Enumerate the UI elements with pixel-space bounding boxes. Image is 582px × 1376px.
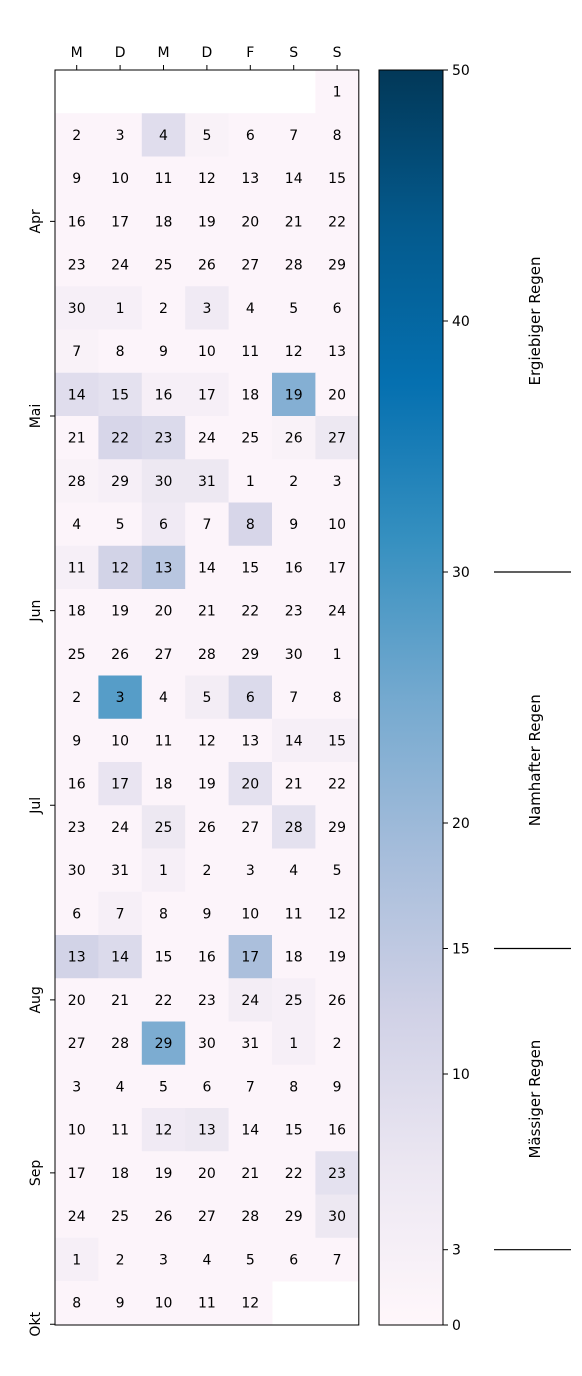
day-label: 16 [154,387,173,404]
day-label: 24 [328,603,347,620]
day-label: 17 [67,1165,86,1182]
day-label: 22 [328,214,347,231]
day-label: 29 [111,473,130,490]
day-label: 18 [154,214,173,231]
day-label: 17 [328,560,347,577]
day-label: 27 [241,819,260,836]
day-label: 26 [197,819,216,836]
day-label: 1 [72,1252,82,1269]
day-label: 25 [154,257,173,274]
day-label: 5 [202,127,212,144]
day-label: 31 [197,473,216,490]
day-label: 14 [67,387,86,404]
day-label: 22 [111,430,130,447]
day-label: 27 [241,257,260,274]
day-label: 3 [202,300,212,317]
day-label: 27 [67,1036,86,1053]
day-label: 8 [159,906,168,923]
day-label: 12 [328,906,347,923]
weekday-label: S [289,45,299,61]
day-label: 16 [67,214,86,231]
day-label: 14 [241,1122,260,1139]
day-label: 10 [111,733,130,750]
colorbar-tick-label: 30 [452,565,470,581]
day-label: 1 [115,300,125,317]
day-label: 20 [197,1165,216,1182]
day-label: 26 [328,992,347,1009]
day-label: 28 [284,819,303,836]
day-label: 17 [241,949,260,966]
colorbar-categories [494,257,571,1250]
day-label: 7 [289,690,299,707]
day-label: 12 [284,344,303,361]
day-label: 25 [284,992,303,1009]
day-label: 23 [154,430,173,447]
day-label: 7 [332,1252,342,1269]
day-label: 8 [332,690,342,707]
day-label: 21 [197,603,216,620]
day-label: 5 [332,863,342,880]
category-label: Ergiebiger Regen [526,256,544,386]
day-label: 25 [154,819,173,836]
category-label: Namhafter Regen [526,694,544,827]
month-label: Sep [28,1159,44,1187]
day-label: 9 [115,1295,125,1312]
day-label: 1 [332,646,342,663]
heatmap-cells [55,70,359,1325]
day-label: 25 [67,646,86,663]
day-label: 10 [111,171,130,188]
day-label: 30 [154,473,173,490]
day-label: 29 [328,819,347,836]
day-label: 27 [328,430,347,447]
day-label: 5 [115,517,125,534]
day-label: 8 [332,127,342,144]
month-label: Okt [28,1311,44,1337]
day-label: 11 [154,733,173,750]
month-label: Mai [28,403,44,429]
day-label: 10 [328,517,347,534]
colorbar-tick-label: 10 [452,1067,470,1083]
day-label: 3 [159,1252,168,1269]
day-label: 31 [111,863,130,880]
day-label: 20 [67,992,86,1009]
day-label: 5 [202,690,212,707]
day-label: 12 [154,1122,173,1139]
day-label: 21 [111,992,130,1009]
day-label: 2 [72,127,82,144]
colorbar-tick-label: 40 [452,314,470,330]
day-label: 2 [332,1036,342,1053]
day-label: 22 [154,992,173,1009]
day-label: 15 [328,733,347,750]
day-label: 4 [159,690,168,707]
day-label: 17 [197,387,216,404]
day-label: 23 [197,992,216,1009]
colorbar-tick-label: 3 [452,1242,461,1259]
day-label: 30 [328,1209,347,1226]
day-label: 25 [111,1209,130,1226]
day-label: 14 [111,949,130,966]
day-label: 11 [241,344,260,361]
day-label: 4 [245,300,255,317]
colorbar-gradient [379,70,443,1325]
day-label: 24 [67,1209,86,1226]
day-label: 6 [332,300,342,317]
day-label: 2 [289,473,299,490]
day-label: 5 [245,1252,255,1269]
day-label: 17 [111,776,130,793]
day-label: 18 [241,387,260,404]
day-label: 15 [154,949,173,966]
day-label: 9 [72,733,82,750]
day-label: 13 [67,949,86,966]
weekday-label: M [157,45,170,61]
day-label: 16 [328,1122,347,1139]
day-label: 28 [197,646,216,663]
day-label: 29 [284,1209,303,1226]
day-label: 6 [72,906,82,923]
day-label: 28 [111,1036,130,1053]
day-label: 9 [202,906,212,923]
day-label: 23 [67,257,86,274]
day-label: 19 [111,603,130,620]
month-label: Aug [28,986,44,1014]
day-label: 3 [115,690,125,707]
day-label: 3 [72,1079,82,1096]
day-label: 14 [197,560,216,577]
day-label: 7 [115,906,125,923]
colorbar-tick-label: 20 [452,816,470,832]
day-label: 7 [289,127,299,144]
colorbar-tick-label: 50 [452,63,470,79]
day-label: 4 [72,517,82,534]
colorbar-tick-label: 0 [452,1318,461,1334]
day-label: 1 [245,473,255,490]
day-label: 29 [241,646,260,663]
day-label: 13 [241,171,260,188]
day-label: 10 [154,1295,173,1312]
day-label: 27 [197,1209,216,1226]
day-label: 28 [284,257,303,274]
day-label: 10 [241,906,260,923]
day-label: 17 [111,214,130,231]
day-label: 2 [159,300,168,317]
day-label: 11 [111,1122,130,1139]
day-label: 20 [328,387,347,404]
category-label: Mässiger Regen [526,1039,544,1159]
day-label: 14 [284,171,303,188]
day-label: 11 [197,1295,216,1312]
day-label: 4 [202,1252,212,1269]
day-label: 12 [197,171,216,188]
day-label: 6 [245,127,255,144]
day-label: 24 [111,257,130,274]
day-label: 19 [154,1165,173,1182]
month-label: Jun [28,599,44,622]
day-label: 7 [72,344,82,361]
day-label: 18 [111,1165,130,1182]
day-label: 8 [72,1295,82,1312]
day-label: 30 [284,646,303,663]
day-label: 3 [332,473,342,490]
day-label: 29 [154,1036,173,1053]
day-label: 22 [328,776,347,793]
day-label: 16 [197,949,216,966]
day-label: 30 [67,863,86,880]
day-label: 2 [72,690,82,707]
day-label: 13 [154,560,173,577]
day-label: 25 [241,430,260,447]
day-label: 10 [67,1122,86,1139]
day-label: 8 [245,517,255,534]
day-label: 12 [111,560,130,577]
colorbar-tick-label: 15 [452,941,470,958]
day-label: 29 [328,257,347,274]
day-label: 15 [111,387,130,404]
month-axis [28,209,55,1337]
day-label: 31 [241,1036,260,1053]
day-label: 2 [202,863,212,880]
day-label: 1 [159,863,168,880]
day-label: 20 [154,603,173,620]
day-label: 9 [332,1079,342,1096]
day-label: 18 [284,949,303,966]
weekday-label: D [114,45,126,61]
weekday-axis [71,45,342,70]
day-label: 28 [67,473,86,490]
day-label: 20 [241,776,260,793]
day-label: 24 [111,819,130,836]
day-label: 27 [154,646,173,663]
day-label: 26 [284,430,303,447]
day-label: 24 [241,992,260,1009]
month-label: Apr [28,209,44,234]
day-label: 28 [241,1209,260,1226]
day-label: 21 [284,776,303,793]
day-label: 18 [67,603,86,620]
day-label: 6 [159,517,168,534]
day-label: 23 [328,1165,347,1182]
day-label: 3 [115,127,125,144]
day-label: 13 [197,1122,216,1139]
day-label: 5 [159,1079,168,1096]
day-label: 8 [115,344,125,361]
day-label: 13 [328,344,347,361]
day-label: 6 [289,1252,299,1269]
day-label: 11 [284,906,303,923]
day-label: 11 [67,560,86,577]
day-label: 16 [67,776,86,793]
day-label: 6 [202,1079,212,1096]
day-label: 14 [284,733,303,750]
day-label: 9 [159,344,168,361]
day-label: 30 [67,300,86,317]
day-label: 19 [197,776,216,793]
day-label: 18 [154,776,173,793]
day-label: 2 [115,1252,125,1269]
day-label: 9 [289,517,299,534]
weekday-label: M [70,45,83,61]
day-label: 26 [197,257,216,274]
day-label: 9 [72,171,82,188]
day-label: 3 [245,863,255,880]
day-label: 26 [111,646,130,663]
day-label: 21 [284,214,303,231]
day-label: 23 [284,603,303,620]
day-label: 11 [154,171,173,188]
day-label: 15 [284,1122,303,1139]
day-label: 12 [197,733,216,750]
day-label: 15 [241,560,260,577]
day-label: 19 [328,949,347,966]
day-label: 19 [197,214,216,231]
weekday-label: D [201,45,213,61]
day-label: 12 [241,1295,260,1312]
day-label: 1 [332,84,342,101]
day-label: 23 [67,819,86,836]
day-label: 24 [197,430,216,447]
day-label: 7 [245,1079,255,1096]
day-label: 10 [197,344,216,361]
day-label: 26 [154,1209,173,1226]
day-label: 15 [328,171,347,188]
month-label: Jul [28,796,44,814]
weekday-label: F [246,45,255,61]
day-label: 16 [284,560,303,577]
day-label: 30 [197,1036,216,1053]
day-label: 22 [284,1165,303,1182]
day-label: 4 [115,1079,125,1096]
day-label: 1 [289,1036,299,1053]
day-label: 21 [241,1165,260,1182]
weekday-label: S [332,45,342,61]
day-label: 19 [284,387,303,404]
day-label: 4 [159,127,168,144]
day-label: 7 [202,517,212,534]
day-label: 8 [289,1079,299,1096]
day-label: 13 [241,733,260,750]
colorbar [379,63,470,1334]
day-label: 6 [245,690,255,707]
day-label: 4 [289,863,299,880]
day-label: 20 [241,214,260,231]
day-label: 21 [67,430,86,447]
day-label: 22 [241,603,260,620]
day-label: 5 [289,300,299,317]
